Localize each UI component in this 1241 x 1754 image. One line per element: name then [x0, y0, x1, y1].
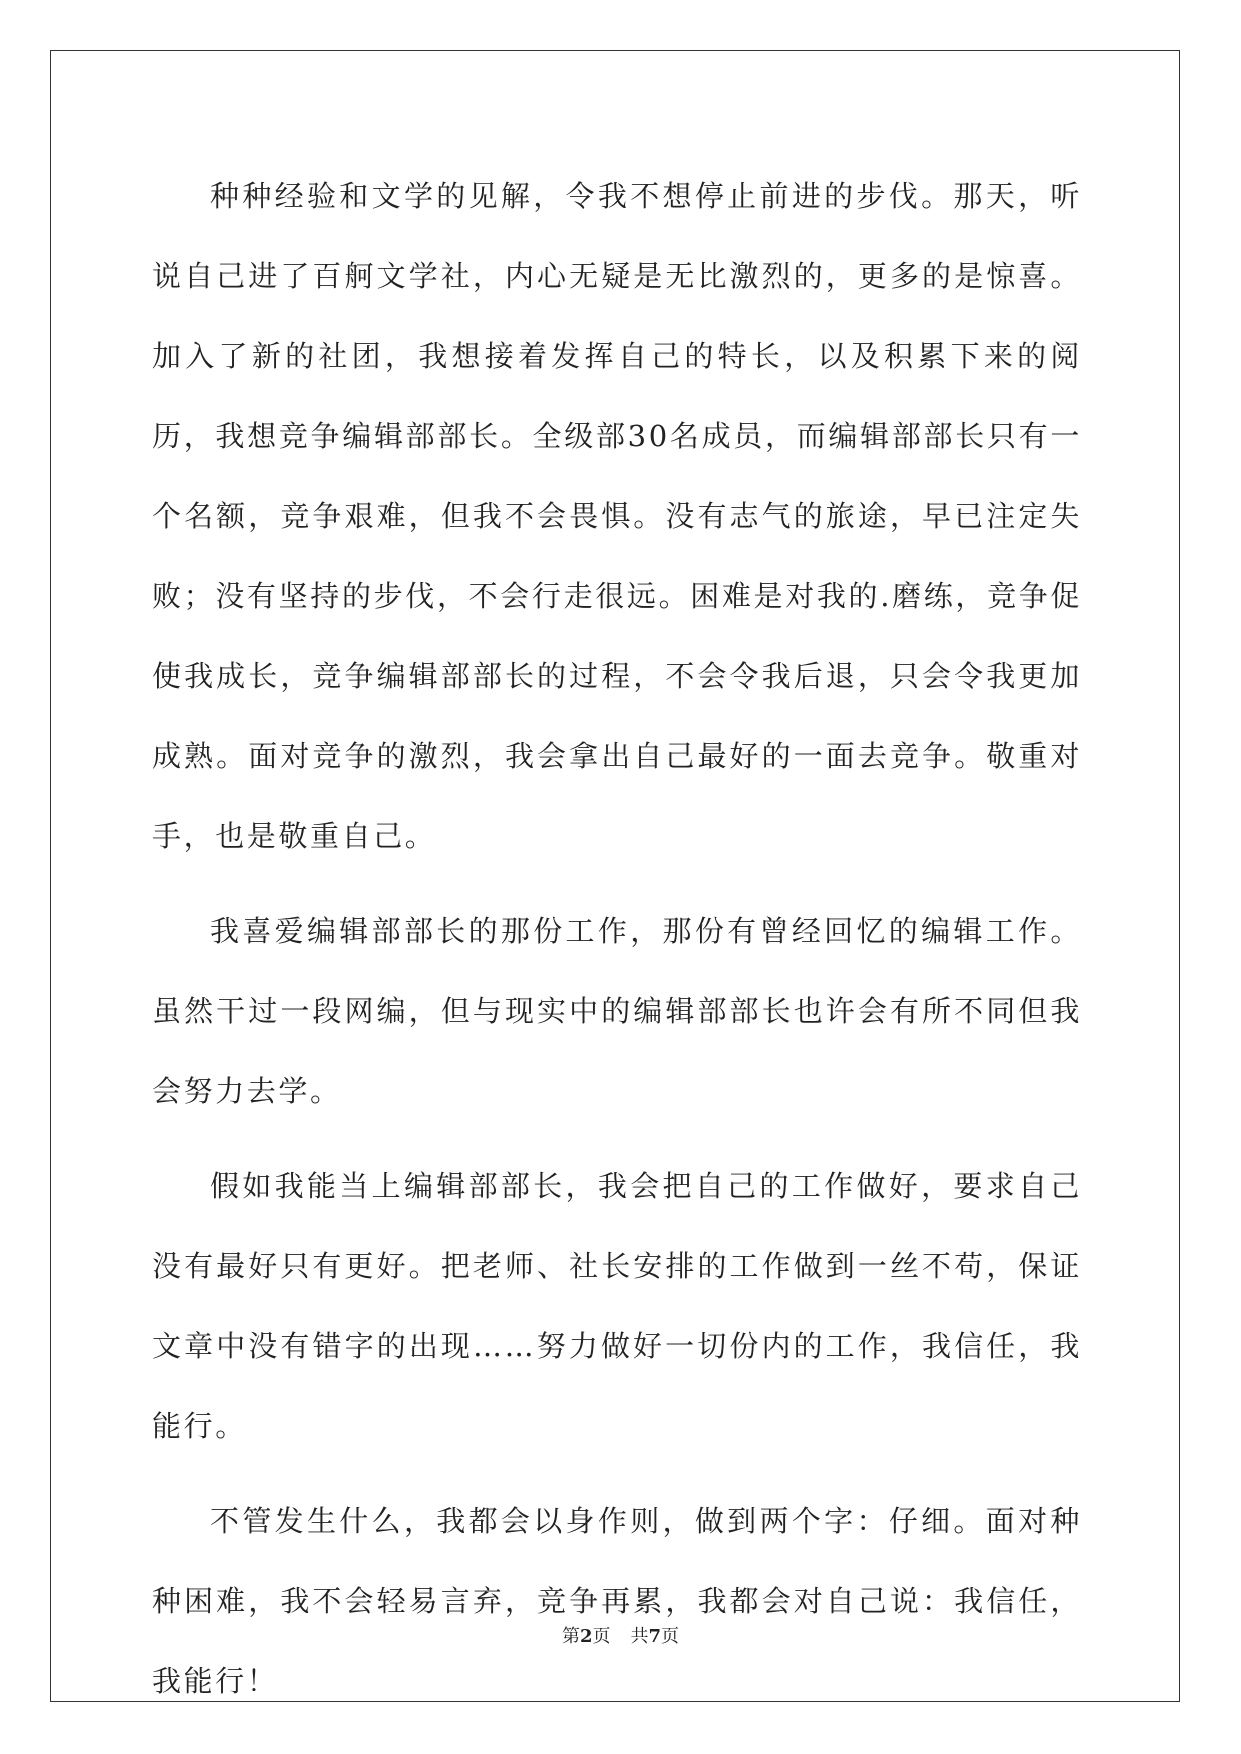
document-body: [152, 156, 1082, 1736]
footer-page-suffix: 页: [592, 1626, 611, 1647]
current-page-number: 2: [579, 1626, 593, 1647]
footer-prefix: 第: [561, 1626, 580, 1647]
paragraph-2: 我喜爱编辑部部长的那份工作，那份有曾经回忆的编辑工作。虽然干过一段网编，但与现实中的编辑部部长也许会有所不同但我会努力去学。: [152, 914, 1082, 1108]
footer-total-prefix: 共: [630, 1626, 649, 1647]
paragraph-1: 种种经验和文学的见解，令我不想停止前进的步伐。那天，听说自己进了百舸文学社，内心无疑是无比激烈的，更多的是惊喜。加入了新的社团，我想接着发挥自己的特长，以及积累下来的阅历，我想竞争编辑部部长。全级部30名成员，而编辑部部长只有一个名额，竞争艰难，但我不会畏惧。没有志气的旅途，早已注定失败；没有坚持的步伐，不会行走很远。困难是对我的.磨练，竞争促使我成长，竞争编辑部部长的过程，不会令我后退，只会令我更加成熟。面对竞争的激烈，我会拿出自己最好的一面去竞争。敬重对手，也是敬重自己。: [152, 179, 1082, 853]
footer-total-suffix: 页: [661, 1626, 680, 1647]
paragraph-3: 假如我能当上编辑部部长，我会把自己的工作做好，要求自己没有最好只有更好。把老师、社长安排的工作做到一丝不苟，保证文章中没有错字的出现……努力做好一切份内的工作，我信任，我能行。: [152, 1169, 1082, 1443]
total-page-count: 7: [648, 1626, 662, 1647]
paragraph-4: 不管发生什么，我都会以身作则，做到两个字：仔细。面对种种困难，我不会轻易言弃，竞争再累，我都会对自己说：我信任，我能行！: [152, 1504, 1082, 1698]
page-footer: [0, 1622, 1241, 1648]
